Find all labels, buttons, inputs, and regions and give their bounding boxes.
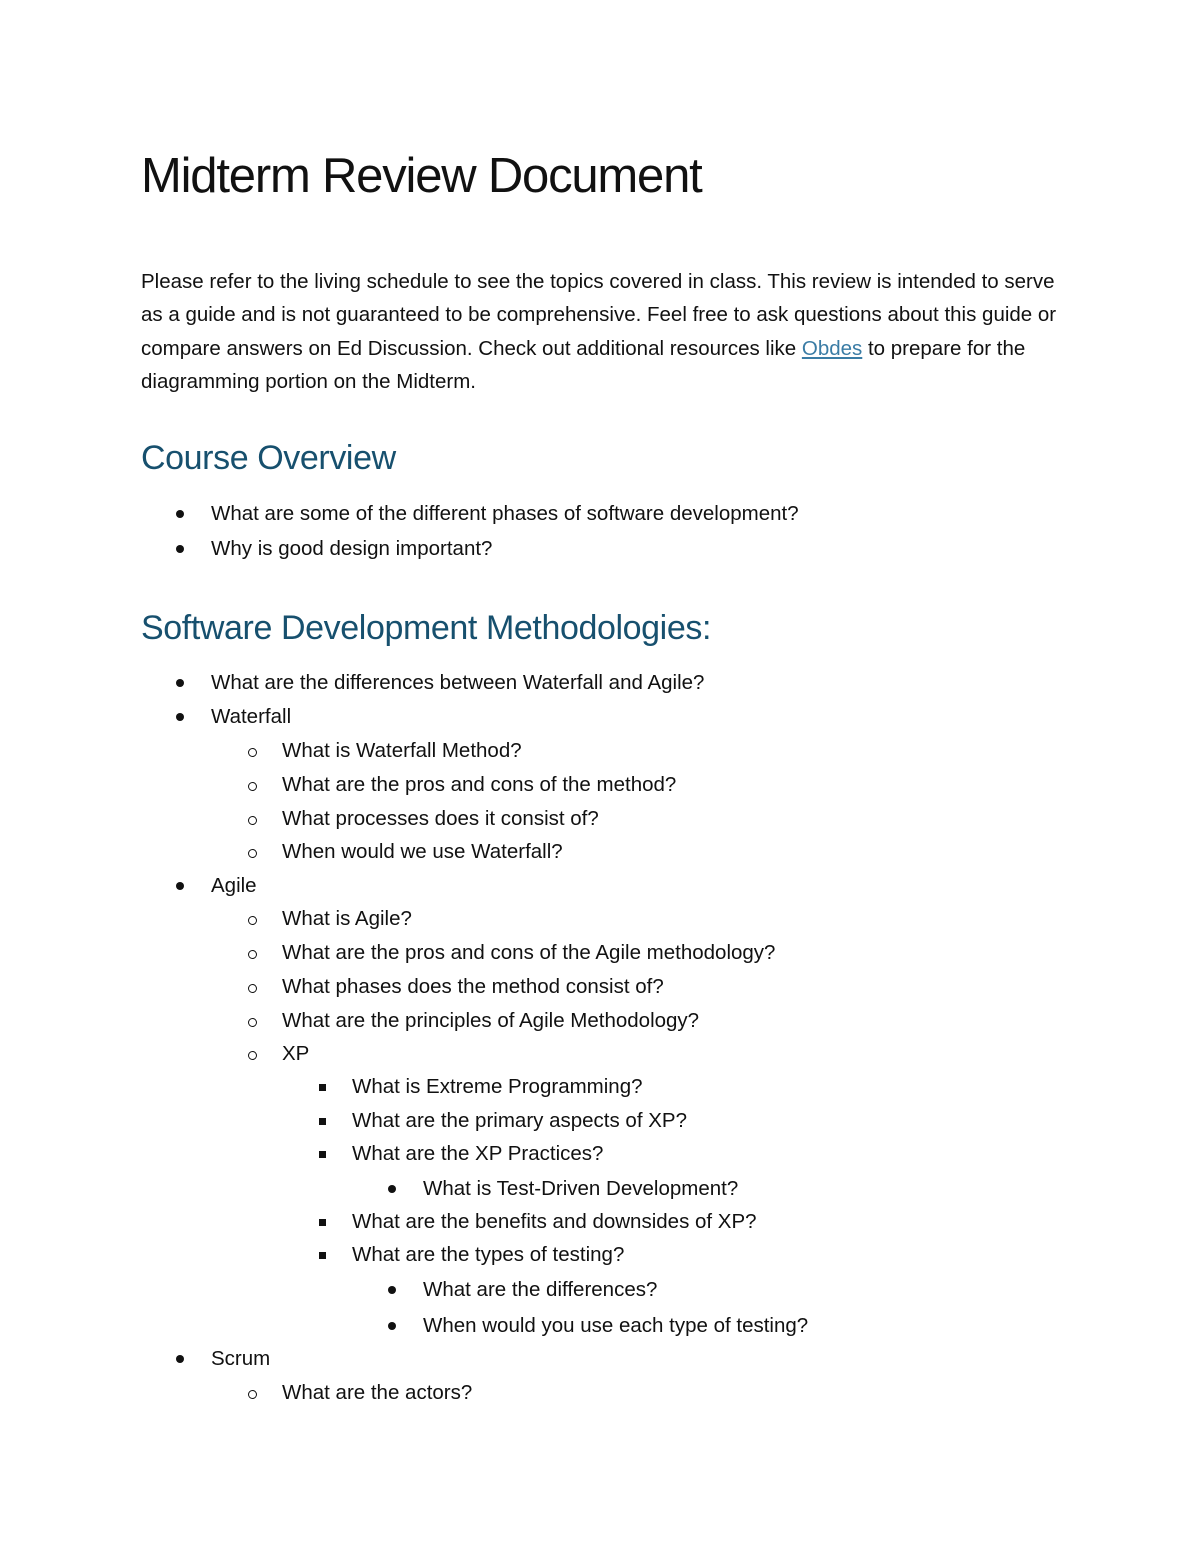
list-item [282,772,676,798]
intro-paragraph [141,265,1061,398]
list-item-text: What are the differences? [423,1278,658,1301]
list-item-text: What is Waterfall Method? [282,739,522,762]
list-item-text: What are the principles of Agile Methodology? [282,1009,700,1032]
list-item-text: What is Agile? [282,907,412,930]
list-item-text: What are the actors? [282,1381,473,1404]
list-item [352,1242,624,1268]
document-title: Midterm Review Document [141,149,702,203]
list-item-text: When would we use Waterfall? [282,840,563,863]
list-item [282,1008,699,1034]
list-item-text: What are the pros and cons of the method? [282,773,677,796]
intro-text-end: to prepare for the diagramming portion on the Midterm. [141,336,1026,393]
bullet-square-icon [319,1118,326,1125]
list-item-text: What is Test-Driven Development? [423,1177,739,1200]
list-item [352,1141,603,1167]
list-item [352,1209,757,1235]
list-item-text: What are the benefits and downsides of XP? [352,1210,757,1233]
list-item-text: Agile [211,874,257,897]
bullet-square-icon [319,1219,326,1226]
bullet-disc-icon [176,545,184,553]
list-item [211,536,492,562]
list-item [211,501,799,527]
section-heading-methodologies: Software Development Methodologies: [141,609,711,647]
bullet-square-icon [319,1084,326,1091]
list-item-xp [282,1041,309,1067]
bullet-circle-icon [248,984,257,993]
list-item [211,670,704,696]
bullet-circle-icon [248,782,257,791]
list-item [282,1380,472,1406]
bullet-disc-icon [388,1322,396,1330]
section-heading-course-overview: Course Overview [141,439,396,477]
list-item [423,1313,808,1339]
bullet-circle-icon [248,816,257,825]
list-item [352,1108,687,1134]
list-item [282,940,775,966]
list-item [423,1277,657,1303]
list-item-text: What are some of the different phases of software development? [211,502,799,525]
list-item-text: Why is good design important? [211,537,493,560]
list-item [282,738,522,764]
list-item-text: What is Extreme Programming? [352,1075,643,1098]
bullet-circle-icon [248,1018,257,1027]
bullet-circle-icon [248,950,257,959]
list-item [352,1074,643,1100]
obdes-link[interactable]: Obdes [801,336,863,360]
list-item-text: What are the differences between Waterfall and Agile? [211,671,705,694]
bullet-disc-icon [176,882,184,890]
list-item [282,974,664,1000]
bullet-disc-icon [176,679,184,687]
list-item-text: What are the primary aspects of XP? [352,1109,687,1132]
intro-text-start: Please refer to the living schedule to see the topics covered in class. This review is intended to serve as a guide and is not guaranteed to be comprehensive. Feel free to ask questions about this guide or compare answers on Ed Discussion. Check out additional resources like [141,270,1057,360]
bullet-disc-icon [176,1355,184,1363]
list-item-text: What are the XP Practices? [352,1142,604,1165]
list-item-text: What phases does the method consist of? [282,975,664,998]
list-item-text: Scrum [211,1347,271,1370]
list-item-text: Waterfall [211,705,292,728]
bullet-circle-icon [248,1390,257,1399]
bullet-disc-icon [176,713,184,721]
list-item [282,806,599,832]
list-item-scrum [211,1346,270,1372]
bullet-circle-icon [248,916,257,925]
list-item-waterfall [211,704,291,730]
list-item-agile [211,873,257,899]
bullet-disc-icon [388,1286,396,1294]
bullet-circle-icon [248,849,257,858]
bullet-circle-icon [248,1051,257,1060]
list-item-text: What are the pros and cons of the Agile methodology? [282,941,776,964]
bullet-square-icon [319,1252,326,1259]
list-item [423,1176,738,1202]
bullet-disc-icon [388,1185,396,1193]
list-item [282,906,412,932]
list-item-text: XP [282,1042,310,1065]
list-item-text: What are the types of testing? [352,1243,625,1266]
bullet-square-icon [319,1151,326,1158]
list-item-text: What processes does it consist of? [282,807,599,830]
list-item [282,839,563,865]
bullet-disc-icon [176,510,184,518]
bullet-circle-icon [248,748,257,757]
list-item-text: When would you use each type of testing? [423,1314,809,1337]
